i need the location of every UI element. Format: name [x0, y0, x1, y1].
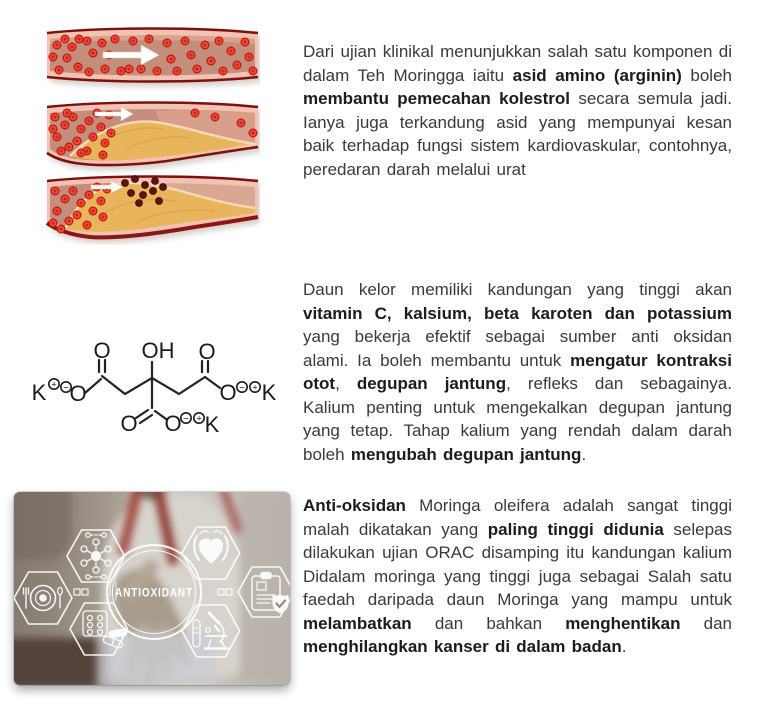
- svg-text:−: −: [63, 382, 69, 394]
- body-text: Daun kelor memiliki kandungan yang tinggi akan: [303, 280, 732, 299]
- paragraph-cholesterol: [303, 40, 732, 181]
- paragraph-antioxidant: [303, 494, 732, 659]
- body-text: yang bekerja efektif sebagai sumber anti oksidan alami. Ia boleh membantu untuk: [303, 327, 732, 370]
- hud-overlay: [14, 492, 290, 685]
- bold-text: melambatkan: [303, 613, 412, 633]
- body-text: .: [581, 444, 587, 464]
- bold-text: menghentikan: [565, 613, 681, 633]
- blocked-artery: [47, 176, 258, 238]
- food-plate-icon: [24, 586, 63, 611]
- bold-text: degupan jantung: [356, 374, 507, 393]
- artery-svg: [45, 25, 260, 245]
- charge-symbol: [49, 379, 59, 391]
- bold-text: Anti-oksidan: [303, 496, 406, 515]
- bold-text: mengatur kontraksi otot: [303, 350, 732, 393]
- svg-text:+: +: [252, 382, 258, 394]
- atom-label: O: [164, 411, 182, 436]
- body-text: dan bahkan: [411, 613, 566, 633]
- bold-text: asid amino (arginin): [512, 65, 682, 85]
- charge-symbol: [237, 382, 247, 394]
- atom-label: O: [69, 381, 87, 406]
- bold-text: mengubah degupan jantung: [350, 444, 582, 464]
- atom-label: OH: [141, 338, 175, 363]
- body-text: .: [621, 637, 627, 656]
- charge-symbol: [194, 413, 204, 425]
- atom-label: O: [93, 338, 111, 363]
- atom-label: O: [198, 339, 216, 364]
- molecule-diagram: [15, 330, 295, 445]
- bold-text: paling tinggi didunia: [487, 519, 664, 539]
- atom-label: K: [31, 380, 47, 405]
- charge-symbol: [250, 382, 260, 394]
- clipboard-check-icon: [252, 573, 288, 614]
- bold-text: menghilangkan kanser di dalam badan: [303, 637, 622, 656]
- artery-illustration: [45, 25, 260, 245]
- body-text: dan: [680, 613, 732, 633]
- microscope-icon: [193, 613, 229, 649]
- body-text: ,: [335, 374, 357, 393]
- body-text: selepas dilakukan ujian ORAC disamping itu kandungan kalium Didalam moringa yang tinggi juga sebagai Salah satu faedah daripada daun Moringa yang mampu untuk: [303, 519, 733, 609]
- healthy-artery: [47, 29, 258, 82]
- paragraph-potassium: [303, 278, 732, 466]
- body-text: Moringa oleifera adalah sangat tinggi malah dikatakan yang: [303, 496, 732, 539]
- antioxidant-photo: [14, 492, 290, 685]
- body-text: boleh: [681, 65, 732, 85]
- body-text: Dari ujian klinikal menunjukkan salah satu komponen di dalam Teh Moringga iaitu: [303, 42, 732, 85]
- svg-text:−: −: [239, 382, 245, 394]
- svg-text:+: +: [51, 379, 57, 391]
- narrowed-artery: [47, 103, 258, 166]
- molecule-icon: [81, 533, 111, 579]
- bold-text: membantu pemecahan kolestrol: [303, 89, 570, 108]
- antioxidant-label: ANTIOXIDANT: [115, 585, 193, 600]
- atom-label: K: [204, 412, 220, 437]
- body-text: secara semula jadi. Ianya juga terkandung asid yang mempunyai kesan baik terhadap fungsi sistem kardiovaskular, contohnya, peredaran darah melalui urat: [303, 89, 732, 179]
- atom-label: O: [219, 380, 237, 405]
- heart-hands-icon: [194, 531, 228, 563]
- body-text: , refleks dan sebagainya. Kalium penting untuk mengekalkan degupan jantung yang tetap. Tahap kalium yang rendah dalam darah boleh: [303, 374, 732, 464]
- svg-text:−: −: [183, 413, 189, 425]
- charge-symbol: [181, 413, 191, 425]
- bold-text: vitamin C, kalsium, beta karoten dan potassium: [303, 303, 732, 323]
- atom-label: K: [261, 380, 277, 405]
- svg-text:+: +: [196, 413, 202, 425]
- molecule-svg: [15, 330, 295, 445]
- atom-label: O: [120, 411, 138, 436]
